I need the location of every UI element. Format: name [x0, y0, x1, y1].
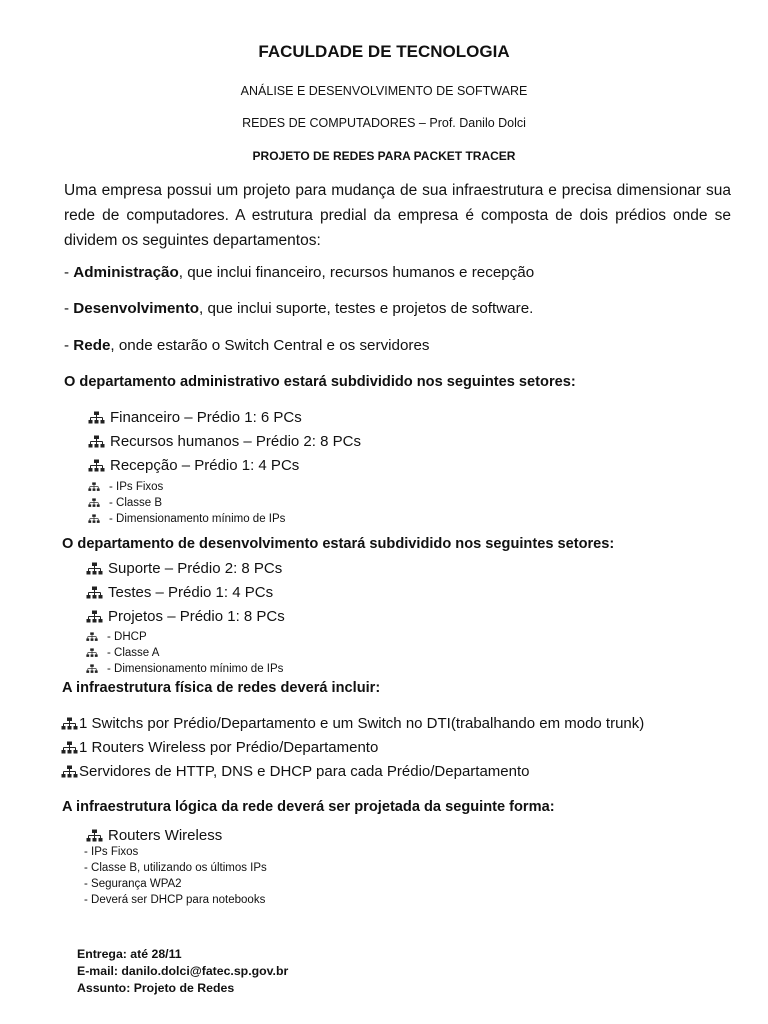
dev-sector: Suporte – Prédio 2: 8 PCs — [86, 560, 282, 577]
dev-heading: O departamento de desenvolvimento estará subdividido nos seguintes setores: — [62, 536, 615, 552]
department-network: - Rede, onde estarão o Switch Central e os servidores — [64, 337, 430, 354]
logical-note: - IPs Fixos — [84, 846, 139, 858]
discipline-name: REDES DE COMPUTADORES – Prof. Danilo Dolci — [242, 116, 526, 130]
admin-note: - IPs Fixos — [88, 481, 163, 493]
physical-item: Servidores de HTTP, DNS e DHCP para cada Prédio/Departamento — [61, 763, 530, 780]
department-admin: - Administração, que inclui financeiro, recursos humanos e recepção — [64, 264, 535, 281]
network-icon — [88, 459, 105, 473]
delivery-date: Entrega: até 28/11 — [77, 947, 182, 961]
dev-sector: Projetos – Prédio 1: 8 PCs — [86, 608, 285, 625]
admin-sector: Recepção – Prédio 1: 4 PCs — [88, 457, 299, 474]
intro-paragraph: Uma empresa possui um projeto para mudança de sua infraestrutura e precisa dimensionar sua rede de computadores. A estrutura predial da empresa é composta de dois prédios onde se dividem os seguintes departamentos: — [64, 182, 731, 249]
document-title: FACULDADE DE TECNOLOGIA — [258, 42, 510, 61]
network-icon — [61, 765, 78, 779]
network-icon — [86, 632, 98, 642]
network-icon — [88, 411, 105, 425]
network-icon — [86, 562, 103, 576]
admin-note: - Dimensionamento mínimo de IPs — [88, 513, 285, 525]
logical-note: - Segurança WPA2 — [84, 878, 182, 890]
admin-sector: Recursos humanos – Prédio 2: 8 PCs — [88, 433, 361, 450]
dev-note: - Classe A — [86, 647, 159, 659]
logical-item: Routers Wireless — [86, 827, 222, 844]
dev-sector: Testes – Prédio 1: 4 PCs — [86, 584, 273, 601]
network-icon — [61, 741, 78, 755]
network-icon — [88, 435, 105, 449]
admin-sector: Financeiro – Prédio 1: 6 PCs — [88, 409, 302, 426]
physical-item: 1 Routers Wireless por Prédio/Departamento — [61, 739, 378, 756]
network-icon — [86, 586, 103, 600]
network-icon — [86, 648, 98, 658]
network-icon — [61, 717, 78, 731]
network-icon — [88, 482, 100, 492]
network-icon — [88, 498, 100, 508]
admin-heading: O departamento administrativo estará subdividido nos seguintes setores: — [64, 374, 576, 390]
physical-heading: A infraestrutura física de redes deverá incluir: — [62, 680, 381, 696]
course-name: ANÁLISE E DESENVOLVIMENTO DE SOFTWARE — [240, 84, 528, 98]
dev-note: - Dimensionamento mínimo de IPs — [86, 663, 283, 675]
admin-note: - Classe B — [88, 497, 162, 509]
network-icon — [86, 610, 103, 624]
project-title: PROJETO DE REDES PARA PACKET TRACER — [252, 149, 516, 163]
physical-item: 1 Switchs por Prédio/Departamento e um Switch no DTI(trabalhando em modo trunk) — [61, 715, 644, 732]
contact-email: E-mail: danilo.dolci@fatec.sp.gov.br — [77, 964, 289, 978]
logical-note: - Deverá ser DHCP para notebooks — [84, 894, 266, 906]
dev-note: - DHCP — [86, 631, 147, 643]
logical-note: - Classe B, utilizando os últimos IPs — [84, 862, 267, 874]
network-icon — [88, 514, 100, 524]
email-subject: Assunto: Projeto de Redes — [77, 981, 235, 995]
network-icon — [86, 664, 98, 674]
network-icon — [86, 829, 103, 843]
logical-heading: A infraestrutura lógica da rede deverá ser projetada da seguinte forma: — [62, 799, 555, 815]
department-dev: - Desenvolvimento, que inclui suporte, testes e projetos de software. — [64, 300, 534, 317]
